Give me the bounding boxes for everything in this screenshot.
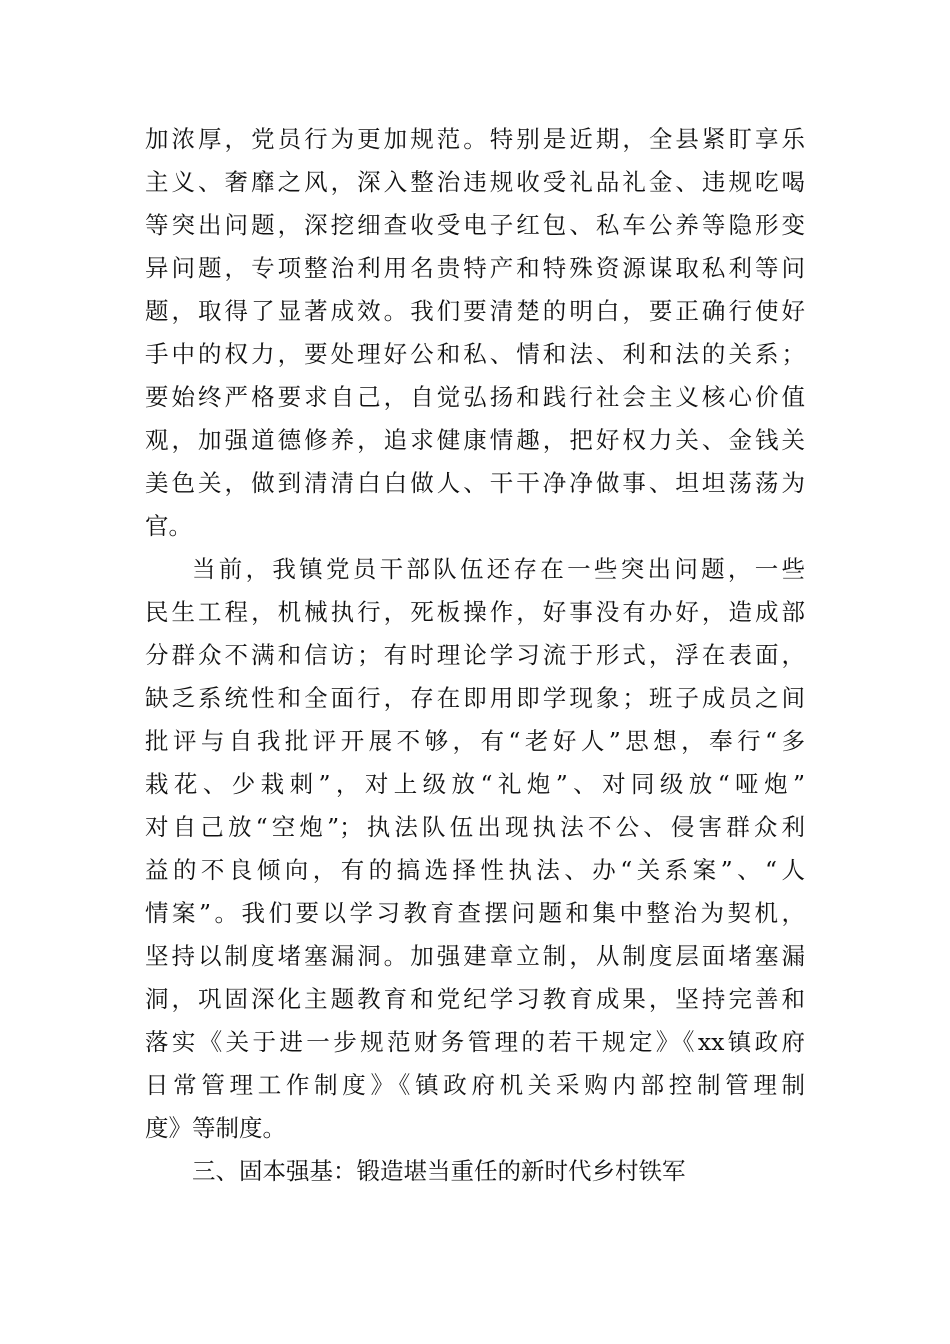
text-line: 日常管理工作制度》《镇政府机关采购内部控制管理制	[145, 1071, 805, 1099]
text-line: 洞，巩固深化主题教育和党纪学习教育成果，坚持完善和	[145, 985, 805, 1013]
text-line: 对自己放“空炮”；执法队伍出现执法不公、侵害群众利	[145, 813, 805, 841]
section-heading: 三、固本强基：锻造堪当重任的新时代乡村铁军	[192, 1157, 686, 1185]
text-line: 坚持以制度堵塞漏洞。加强建章立制，从制度层面堵塞漏	[145, 942, 805, 970]
text-line: 缺乏系统性和全面行，存在即用即学现象；班子成员之间	[145, 684, 805, 712]
text-line: 度》等制度。	[145, 1114, 286, 1142]
text-line: 等突出问题，深挖细查收受电子红包、私车公养等隐形变	[145, 211, 805, 239]
paragraph-2	[145, 548, 805, 1150]
text-line: 异问题，专项整治利用名贵特产和特殊资源谋取私利等问	[145, 254, 805, 282]
text-line: 要始终严格要求自己，自觉弘扬和践行社会主义核心价值	[145, 383, 805, 411]
document-page	[145, 118, 805, 1193]
text-line: 情案”。我们要以学习教育查摆问题和集中整治为契机，	[145, 899, 805, 927]
text-line: 美色关，做到清清白白做人、干干净净做事、坦坦荡荡为	[145, 469, 805, 497]
text-line: 落实《关于进一步规范财务管理的若干规定》《xx镇政府	[145, 1028, 805, 1056]
paragraph-1	[145, 118, 805, 548]
text-line: 主义、奢靡之风，深入整治违规收受礼品礼金、违规吃喝	[145, 168, 805, 196]
text-line: 题，取得了显著成效。我们要清楚的明白，要正确行使好	[145, 297, 805, 325]
text-line: 分群众不满和信访；有时理论学习流于形式，浮在表面，	[145, 641, 805, 669]
text-line: 加浓厚，党员行为更加规范。特别是近期，全县紧盯享乐	[145, 125, 805, 153]
text-line: 栽花、少栽刺”，对上级放“礼炮”、对同级放“哑炮”	[145, 770, 805, 798]
text-line: 当前，我镇党员干部队伍还存在一些突出问题，一些	[192, 555, 805, 583]
text-line: 手中的权力，要处理好公和私、情和法、利和法的关系；	[145, 340, 805, 368]
text-line: 批评与自我批评开展不够，有“老好人”思想，奉行“多	[145, 727, 805, 755]
text-line: 益的不良倾向，有的搞选择性执法、办“关系案”、“人	[145, 856, 805, 884]
text-line: 民生工程，机械执行，死板操作，好事没有办好，造成部	[145, 598, 805, 626]
text-line: 观，加强道德修养，追求健康情趣，把好权力关、金钱关	[145, 426, 805, 454]
text-line: 官。	[145, 512, 192, 540]
